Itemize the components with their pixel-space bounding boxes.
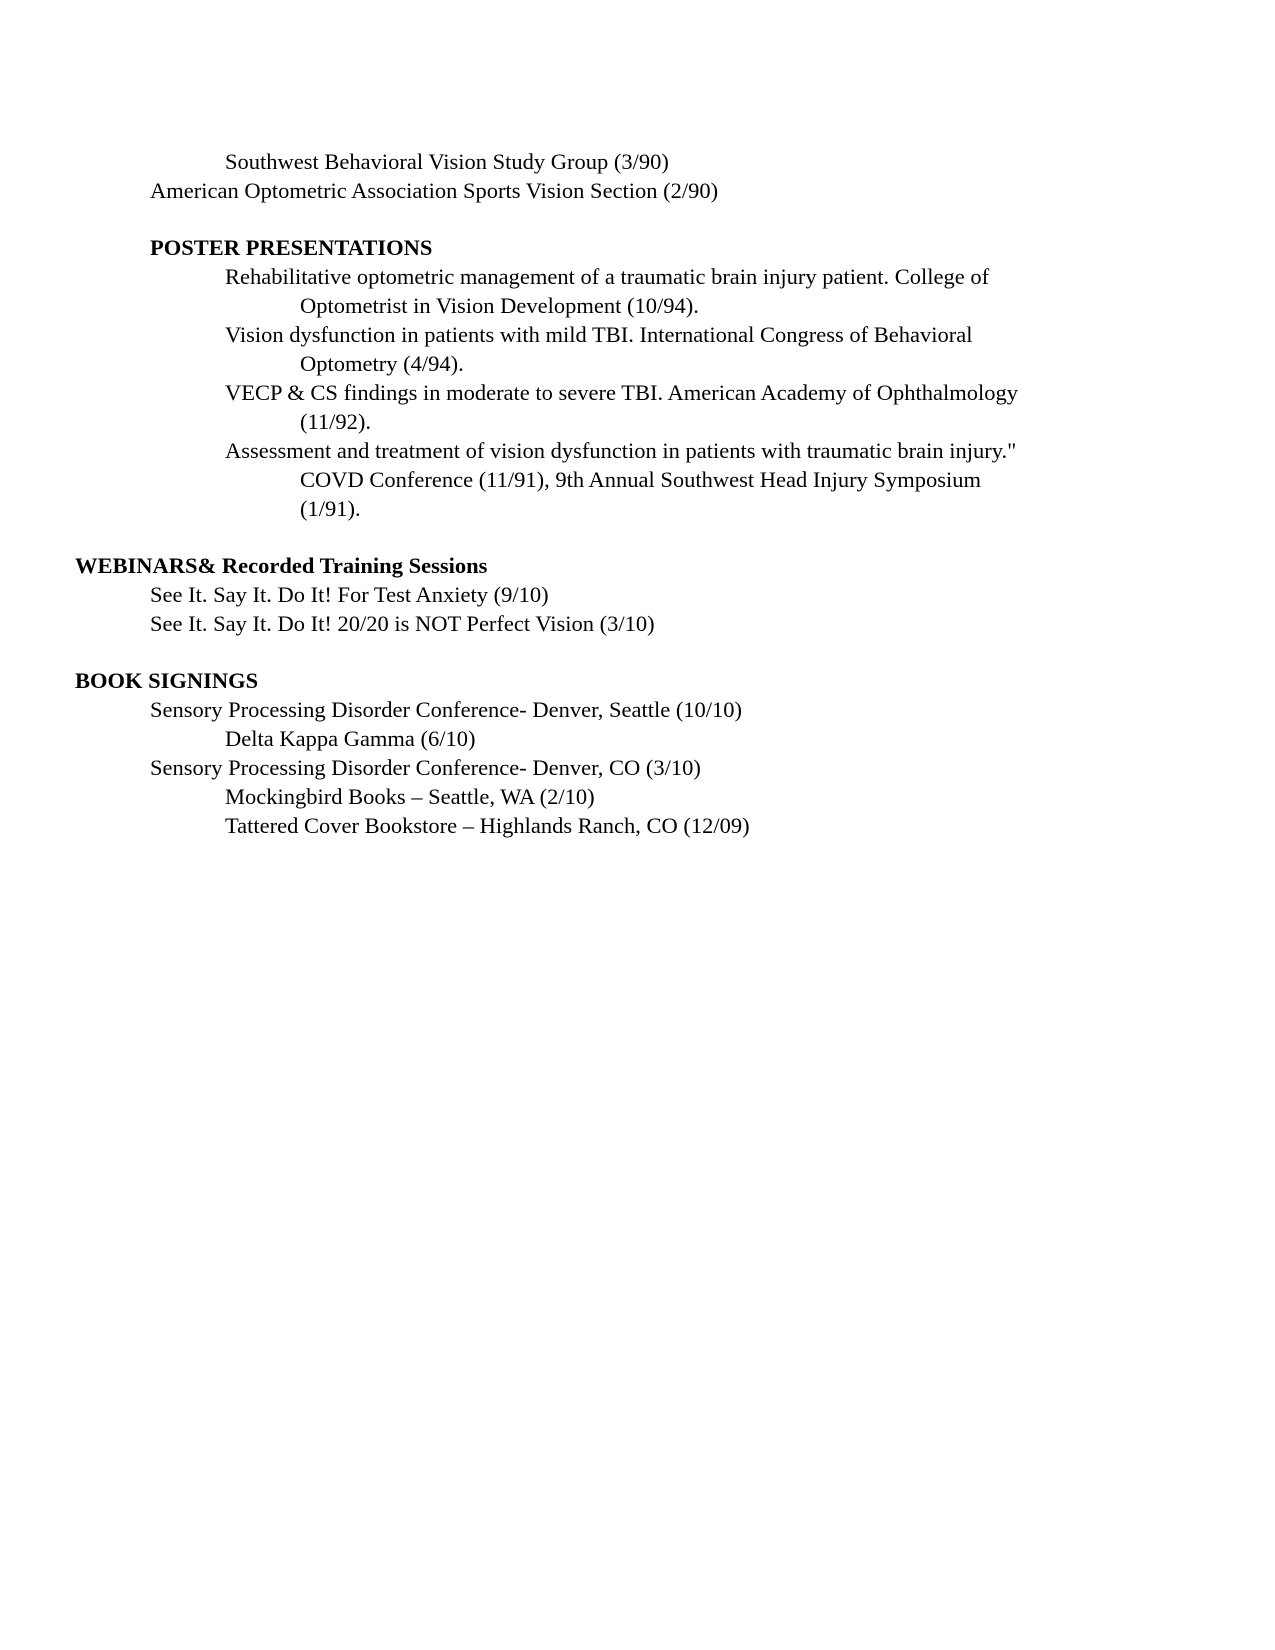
section-heading-poster-presentations: POSTER PRESENTATIONS [150,235,433,260]
book-signing-item: Delta Kappa Gamma (6/10) [225,726,476,751]
poster-item-continuation: COVD Conference (11/91), 9th Annual Southwest Head Injury Symposium [300,467,981,492]
poster-item-continuation: (1/91). [300,496,361,521]
poster-item-line: Assessment and treatment of vision dysfunction in patients with traumatic brain injury." [225,438,1017,463]
book-signing-item: Sensory Processing Disorder Conference- Denver, CO (3/10) [150,755,701,780]
book-signing-item: Tattered Cover Bookstore – Highlands Ranch, CO (12/09) [225,813,750,838]
book-signing-item: Mockingbird Books – Seattle, WA (2/10) [225,784,595,809]
section-heading-book-signings: BOOK SIGNINGS [75,668,259,693]
webinar-item: See It. Say It. Do It! 20/20 is NOT Perfect Vision (3/10) [150,611,655,636]
poster-item-continuation: (11/92). [300,409,372,434]
prev-section-line: Southwest Behavioral Vision Study Group (3/90) [225,149,669,174]
webinar-item: See It. Say It. Do It! For Test Anxiety (9/10) [150,582,549,607]
poster-item-line: Vision dysfunction in patients with mild TBI. International Congress of Behavioral [225,322,973,347]
book-signing-item: Sensory Processing Disorder Conference- Denver, Seattle (10/10) [150,697,743,722]
poster-item-line: VECP & CS findings in moderate to severe TBI. American Academy of Ophthalmology [225,380,1018,405]
prev-section-line: American Optometric Association Sports Vision Section (2/90) [150,178,719,203]
poster-item-continuation: Optometry (4/94). [300,351,464,376]
section-heading-webinars: WEBINARS& Recorded Training Sessions [75,553,488,578]
poster-item-line: Rehabilitative optometric management of a traumatic brain injury patient. College of [225,264,990,289]
poster-item-continuation: Optometrist in Vision Development (10/94). [300,293,699,318]
